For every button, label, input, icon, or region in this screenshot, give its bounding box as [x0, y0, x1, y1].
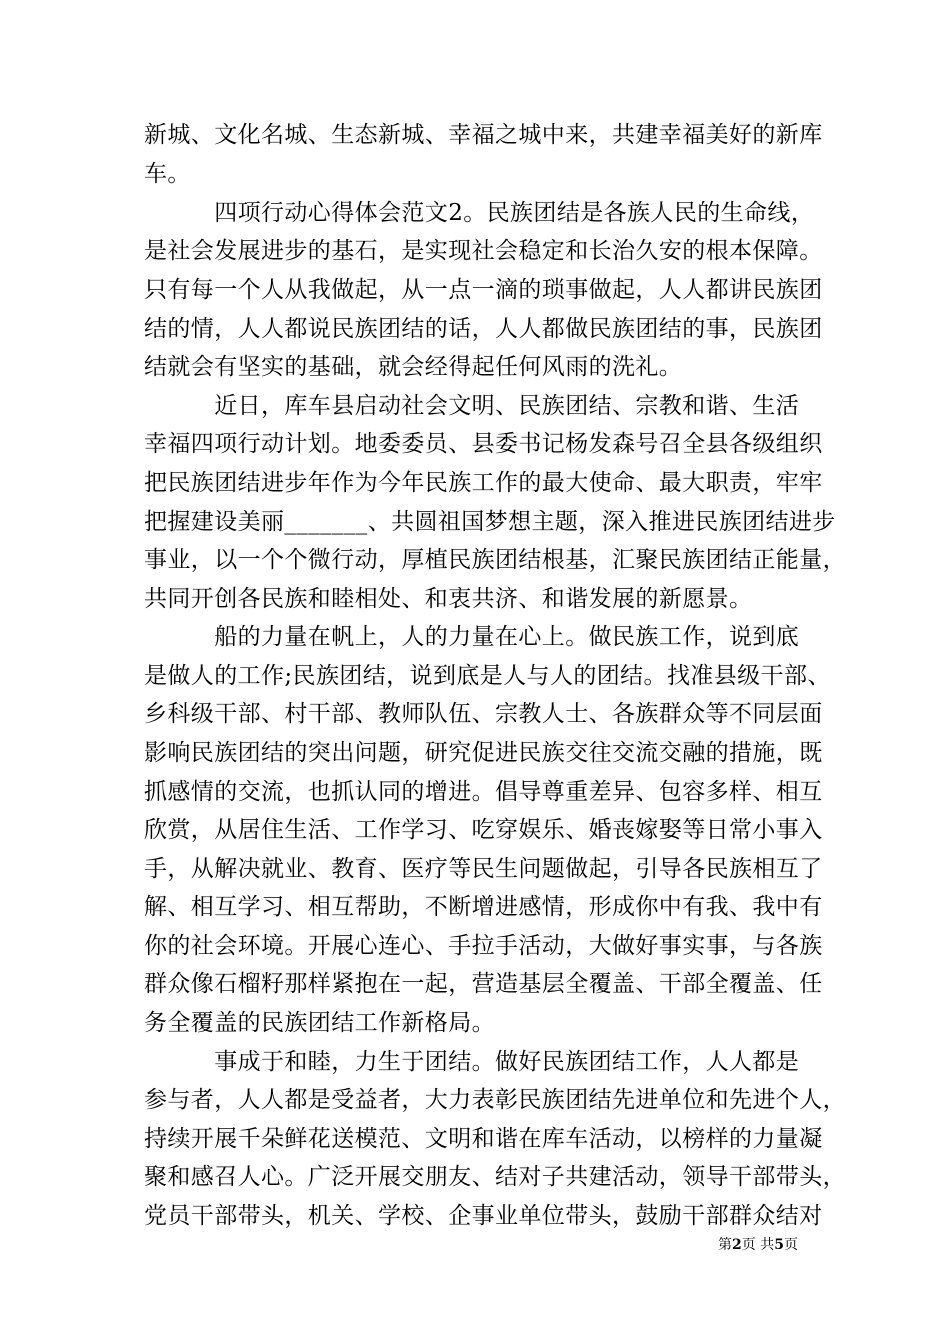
- text-line: 抓感情的交流，也抓认同的增进。倡导尊重差异、包容多样、相互: [144, 779, 823, 805]
- text-line: 车。: [144, 161, 191, 187]
- text-line: 结的情，人人都说民族团结的话，人人都做民族团结的事，民族团: [144, 316, 823, 342]
- text-line: 四项行动心得体会范文2。民族团结是各族人民的生命线，: [144, 200, 815, 226]
- text-line: 是社会发展进步的基石，是实现社会稳定和长治久安的根本保障。: [144, 238, 823, 264]
- footer-middle: 页 共: [741, 1237, 775, 1253]
- text-line: 务全覆盖的民族团结工作新格局。: [144, 1010, 495, 1036]
- text-line: 事业，以一个个微行动，厚植民族团结根基，汇聚民族团结正能量，: [144, 547, 846, 573]
- text-line: 解、相互学习、相互帮助，不断增进感情，形成你中有我、我中有: [144, 894, 823, 920]
- text-line: 持续开展千朵鲜花送模范、文明和谐在库车活动，以榜样的力量凝: [144, 1126, 823, 1152]
- text-line: 影响民族团结的突出问题，研究促进民族交往交流交融的措施，既: [144, 740, 823, 766]
- text-line: 结就会有坚实的基础，就会经得起任何风雨的洗礼。: [144, 354, 683, 380]
- text-line: 党员干部带头，机关、学校、企事业单位带头，鼓励干部群众结对: [144, 1203, 823, 1229]
- text-line: 聚和感召人心。广泛开展交朋友、结对子共建活动，领导干部带头，: [144, 1164, 846, 1190]
- text-line: 共同开创各民族和睦相处、和衷共济、和谐发展的新愿景。: [144, 586, 753, 612]
- text-line: 欣赏，从居住生活、工作学习、吃穿娱乐、婚丧嫁娶等日常小事入: [144, 817, 823, 843]
- text-line: 你的社会环境。开展心连心、手拉手活动，大做好事实事，与各族: [144, 933, 823, 959]
- current-page-number: 2: [732, 1237, 742, 1253]
- footer-prefix: 第: [718, 1237, 732, 1253]
- text-line: 参与者，人人都是受益者，大力表彰民族团结先进单位和先进个人，: [144, 1087, 846, 1113]
- text-line: 群众像石榴籽那样紧抱在一起，营造基层全覆盖、干部全覆盖、任: [144, 971, 823, 997]
- total-pages-number: 5: [774, 1237, 784, 1253]
- text-line: 船的力量在帆上，人的力量在心上。做民族工作，说到底: [144, 624, 800, 650]
- text-line: 把民族团结进步年作为今年民族工作的最大使命、最大职责，牢牢: [144, 470, 823, 496]
- footer-suffix: 页: [783, 1237, 798, 1253]
- text-line: 幸福四项行动计划。地委委员、县委书记杨发森号召全县各级组织: [144, 431, 823, 457]
- text-line: 新城、文化名城、生态新城、幸福之城中来，共建幸福美好的新库: [144, 122, 823, 148]
- text-line: 事成于和睦，力生于团结。做好民族团结工作，人人都是: [144, 1049, 800, 1075]
- text-line: 手，从解决就业、教育、医疗等民生问题做起，引导各民族相互了: [144, 856, 823, 882]
- text-line: 只有每一个人从我做起，从一点一滴的琐事做起，人人都讲民族团: [144, 277, 823, 303]
- page-number-footer: [718, 1236, 798, 1254]
- text-line: 近日，库车县启动社会文明、民族团结、宗教和谐、生活: [144, 393, 800, 419]
- text-line: 乡科级干部、村干部、教师队伍、宗教人士、各族群众等不同层面: [144, 701, 823, 727]
- text-line: 是做人的工作;民族团结，说到底是人与人的团结。找准县级干部、: [144, 663, 831, 689]
- text-line: 把握建设美丽_______、共圆祖国梦想主题，深入推进民族团结进步: [144, 509, 836, 535]
